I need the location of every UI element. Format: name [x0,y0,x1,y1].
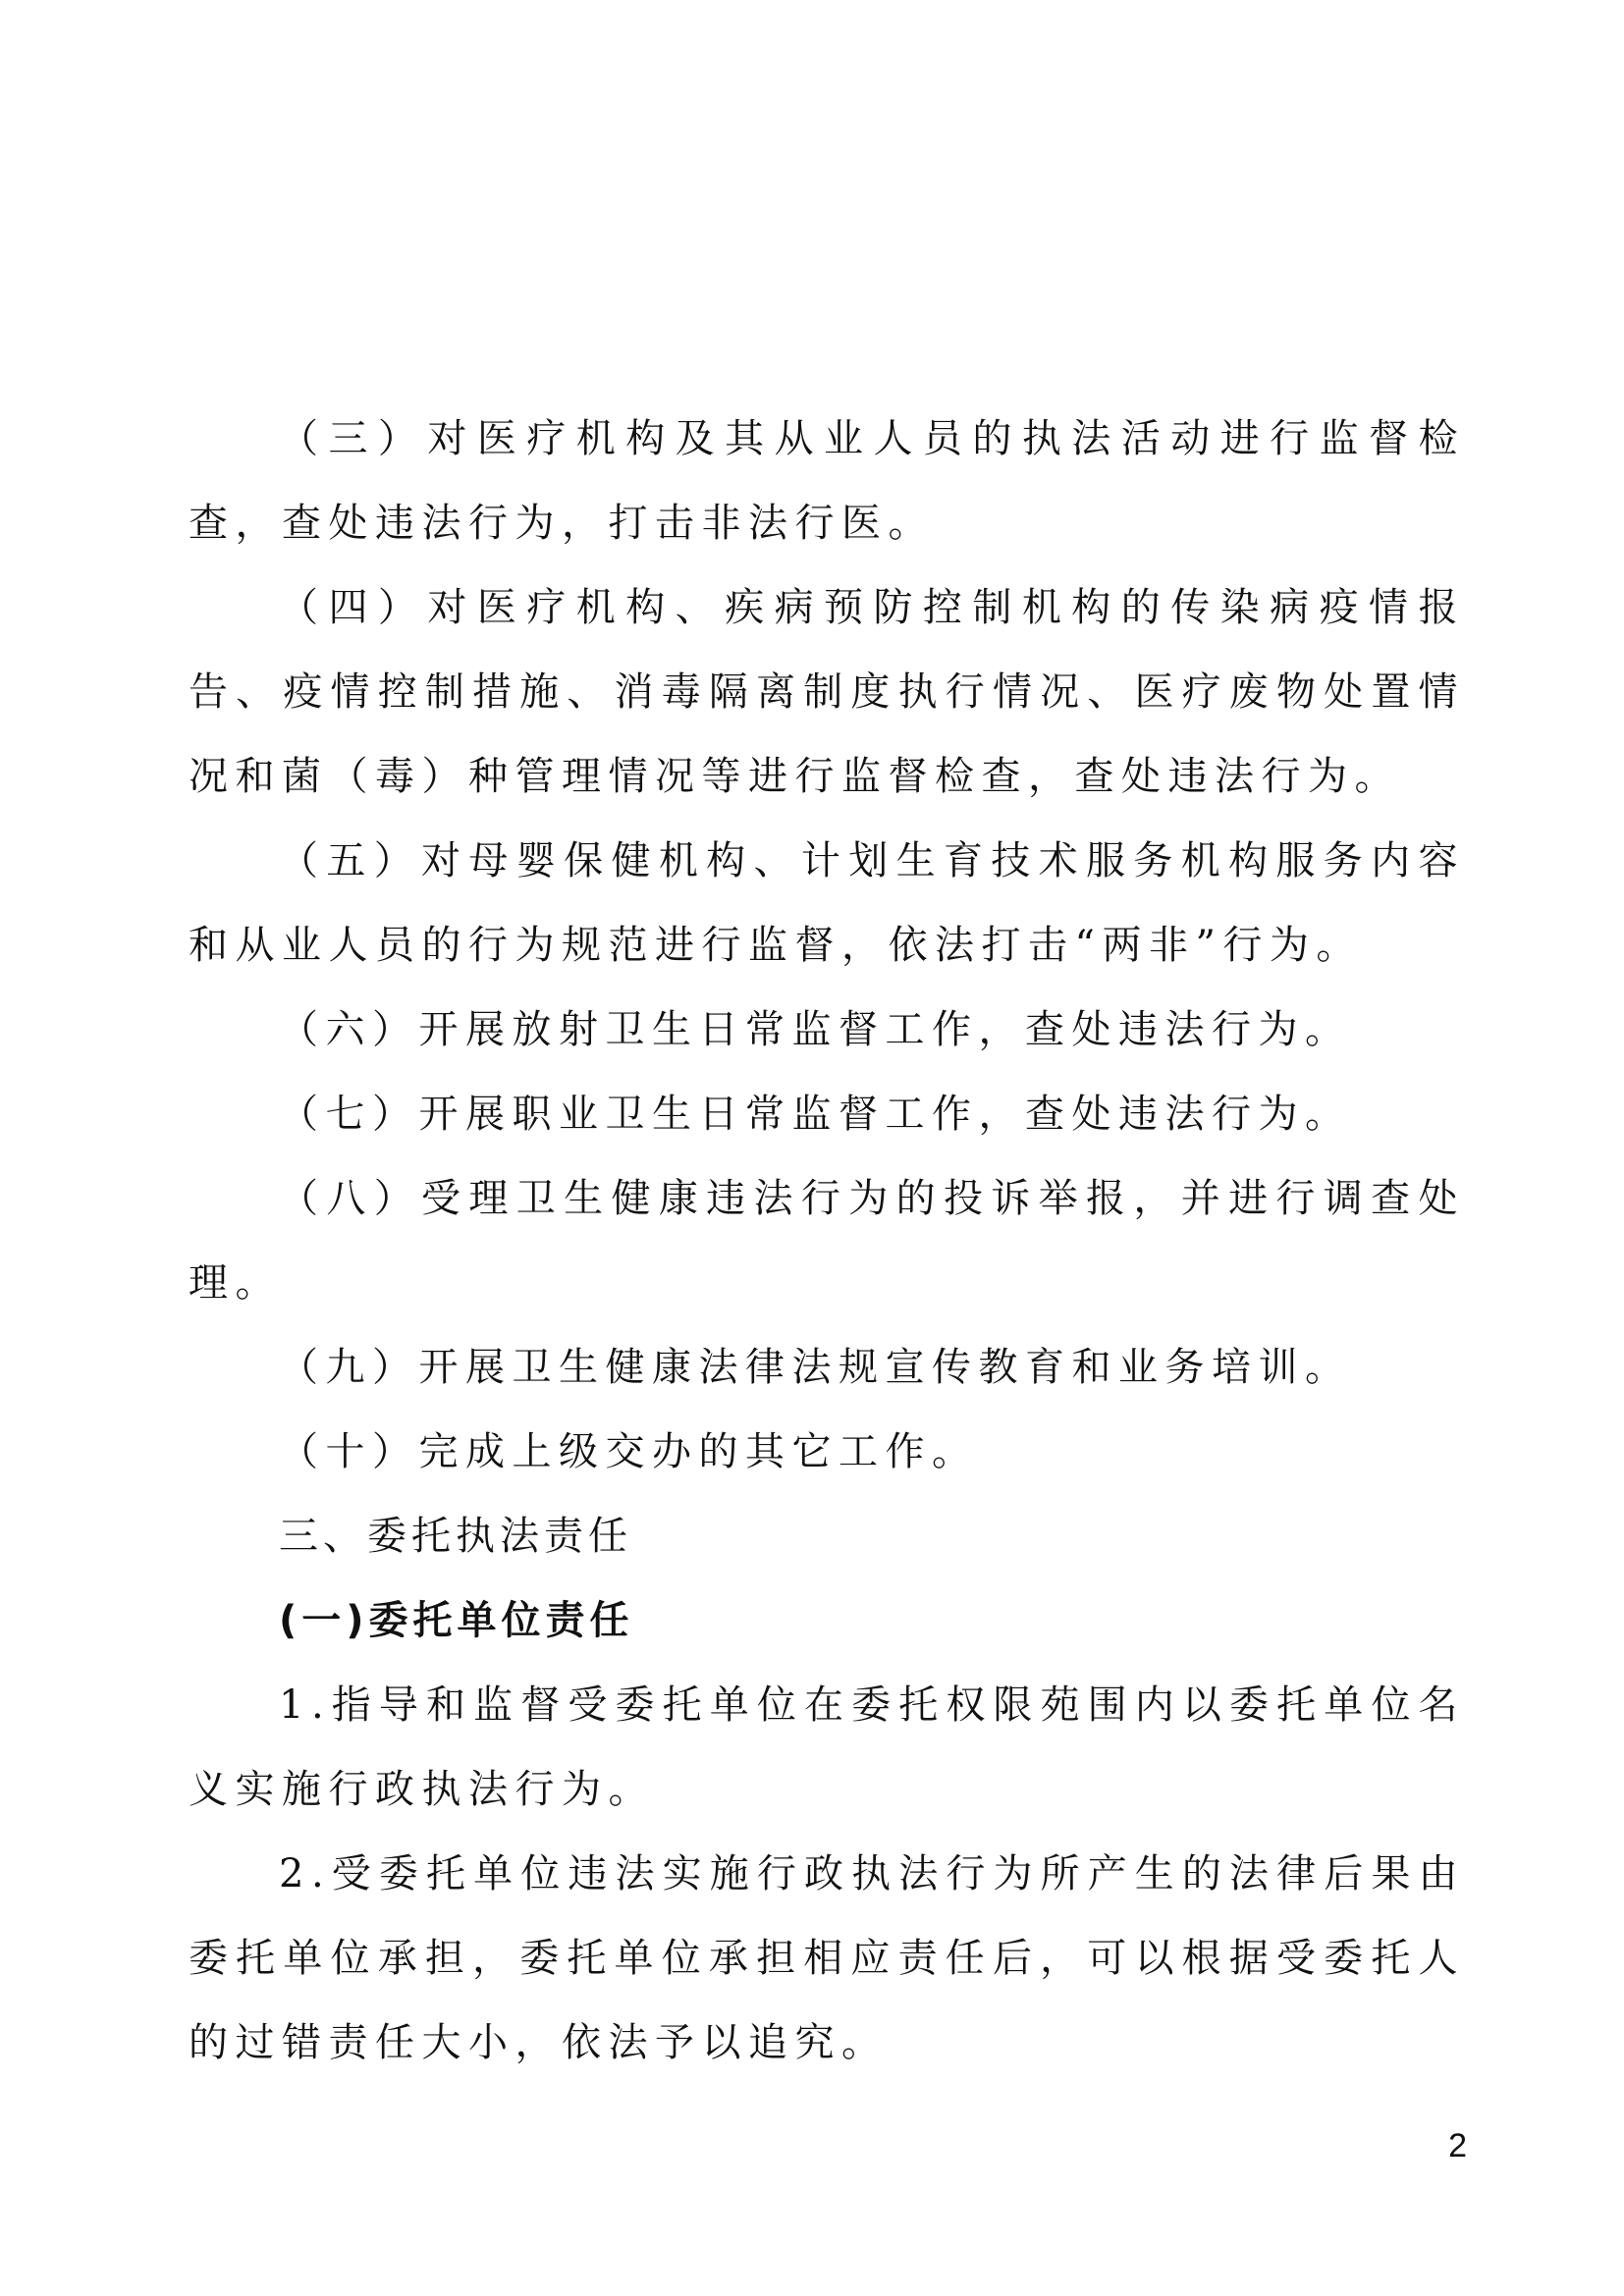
section-heading: 三、委托执法责任 [279,1514,632,1559]
document-body [189,397,1465,2085]
paragraph-item-3: （三）对医疗机构及其从业人员的执法活动进行监督检查，查处违法行为，打击非法行医。 [189,416,1465,546]
paragraph-item-8: （八）受理卫生健康违法行为的投诉举报，并进行调查处理。 [189,1176,1465,1306]
paragraph-item-6: （六）开展放射卫生日常监督工作，查处违法行为。 [279,1007,1352,1052]
subsection-heading: (一)委托单位责任 [279,1598,634,1643]
responsibility-item-1: 1.指导和监督受委托单位在委托权限苑围内以委托单位名义实施行政执法行为。 [189,1682,1465,1812]
paragraph-item-5: （五）对母婴保健机构、计划生育技术服务机构服务内容和从业人员的行为规范进行监督，依法打击“两非”行为。 [189,838,1465,968]
paragraph-item-4: （四）对医疗机构、疾病预防控制机构的传染病疫情报告、疫情控制措施、消毒隔离制度执行情况、医疗废物处置情况和菌（毒）种管理情况等进行监督检查，查处违法行为。 [189,585,1465,799]
paragraph-item-7: （七）开展职业卫生日常监督工作，查处违法行为。 [279,1092,1352,1137]
paragraph-item-9: （九）开展卫生健康法律法规宣传教育和业务培训。 [279,1345,1352,1390]
responsibility-item-2: 2.受委托单位违法实施行政执法行为所产生的法律后果由委托单位承担，委托单位承担相应责任后，可以根据受委托人的过错责任大小，依法予以追究。 [189,1851,1465,2065]
paragraph-item-10: （十）完成上级交办的其它工作。 [279,1429,979,1474]
page-number: 2 [1448,2127,1467,2164]
